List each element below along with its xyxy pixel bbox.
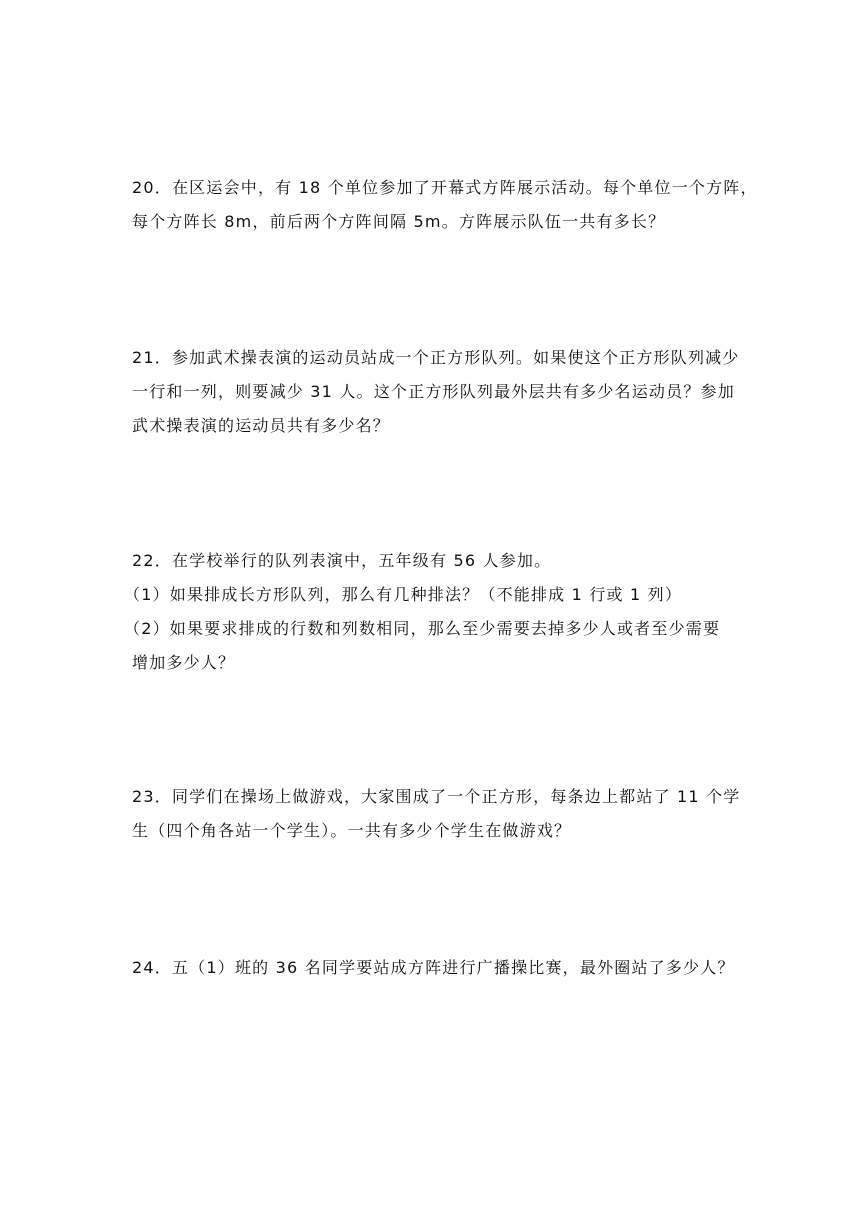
problem-21-line-3: 武术操表演的运动员共有多少名？ bbox=[132, 416, 391, 435]
problem-22-part-2-line-1: （2）如果要求排成的行数和列数相同，那么至少需要去掉多少人或者至少需要 bbox=[124, 619, 721, 638]
problem-20 bbox=[132, 171, 758, 239]
problem-23 bbox=[132, 780, 741, 848]
problem-22-part-1: （1）如果排成长方形队列，那么有几种排法？（不能排成 1 行或 1 列） bbox=[124, 585, 683, 604]
problem-21-line-2: 一行和一列，则要减少 31 人。这个正方形队列最外层共有多少名运动员？参加 bbox=[132, 382, 735, 401]
problem-24 bbox=[132, 951, 735, 985]
problem-22-part-2-line-2: 增加多少人？ bbox=[132, 653, 236, 672]
problem-21 bbox=[132, 341, 740, 443]
problem-23-line-2: 生（四个角各站一个学生）。一共有多少个学生在做游戏？ bbox=[132, 821, 572, 840]
problem-22 bbox=[124, 544, 732, 680]
problem-23-line-1: 23．同学们在操场上做游戏，大家围成了一个正方形，每条边上都站了 11 个学 bbox=[132, 787, 741, 806]
problem-20-line-1: 20．在区运会中，有 18 个单位参加了开幕式方阵展示活动。每个单位一个方阵， bbox=[132, 178, 758, 197]
problem-21-line-1: 21．参加武术操表演的运动员站成一个正方形队列。如果使这个正方形队列减少 bbox=[132, 348, 740, 367]
problem-24-line-1: 24．五（1）班的 36 名同学要站成方阵进行广播操比赛，最外圈站了多少人？ bbox=[132, 958, 735, 977]
problem-20-line-2: 每个方阵长 8m，前后两个方阵间隔 5m。方阵展示队伍一共有多长？ bbox=[132, 212, 666, 231]
problem-22-line-1: 22．在学校举行的队列表演中，五年级有 56 人参加。 bbox=[132, 551, 552, 570]
